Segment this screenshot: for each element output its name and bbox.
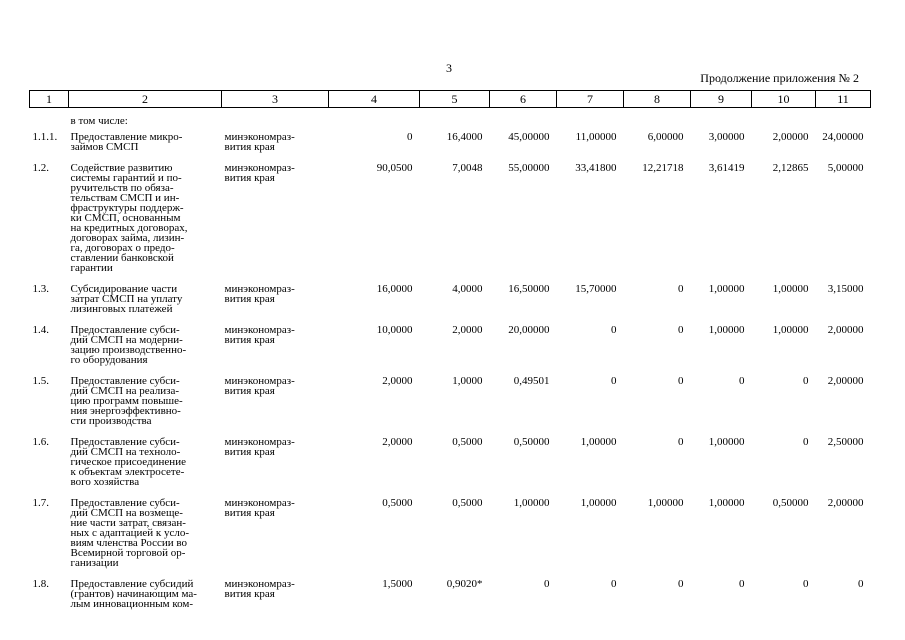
value-cell: 0 xyxy=(678,324,684,336)
continuation-label: Продолжение приложения № 2 xyxy=(700,71,859,85)
responsible-executor: минэкономраз- вития края xyxy=(224,131,295,153)
value-cell: 0 xyxy=(611,375,617,387)
column-number-row xyxy=(30,91,871,108)
value-cell: 0,50000 xyxy=(772,497,809,509)
value-cell: 1,00000 xyxy=(708,497,745,509)
value-cell: 2,00000 xyxy=(827,375,864,387)
column-number: 9 xyxy=(691,91,752,108)
responsible-executor: минэкономраз- вития края xyxy=(224,436,295,458)
value-cell: 20,00000 xyxy=(508,324,550,336)
value-cell: 1,00000 xyxy=(580,497,617,509)
value-cell: 0 xyxy=(678,436,684,448)
value-cell: 0 xyxy=(803,578,809,590)
measure-name: Предоставление субси- дий СМСП на модерни- зацию производственно- го оборудования xyxy=(70,324,187,366)
value-cell: 7,0048 xyxy=(452,162,483,174)
table-row xyxy=(30,437,871,498)
table-row xyxy=(30,325,871,376)
page-number: 3 xyxy=(446,61,452,75)
value-cell: 0 xyxy=(611,324,617,336)
value-cell: 0 xyxy=(678,578,684,590)
value-cell: 3,00000 xyxy=(708,131,745,143)
responsible-executor: минэкономраз- вития края xyxy=(224,497,295,519)
subheading: в том числе: xyxy=(70,115,128,127)
row-index: 1.2. xyxy=(32,162,49,174)
measure-name: Субсидирование части затрат СМСП на уплату лизинговых платежей xyxy=(70,283,183,315)
value-cell: 1,00000 xyxy=(772,324,809,336)
value-cell: 15,70000 xyxy=(575,283,617,295)
column-number: 7 xyxy=(557,91,624,108)
value-cell: 0 xyxy=(739,375,745,387)
value-cell: 0,9020* xyxy=(446,578,483,590)
responsible-executor: минэкономраз- вития края xyxy=(224,375,295,397)
value-cell: 5,00000 xyxy=(827,162,864,174)
measure-name: Предоставление субси- дий СМСП на возмеще- ние части затрат, связан- ных с адаптацией к усло- виям членства России во Всемирной торговой ор- ганизации xyxy=(70,497,190,569)
responsible-executor: минэкономраз- вития края xyxy=(224,578,295,600)
value-cell: 2,00000 xyxy=(772,131,809,143)
value-cell: 1,00000 xyxy=(647,497,684,509)
subheading-row xyxy=(30,116,871,132)
column-number: 2 xyxy=(69,91,222,108)
measure-name: Предоставление микро- займов СМСП xyxy=(70,131,183,153)
value-cell: 16,4000 xyxy=(446,131,483,143)
responsible-executor: минэкономраз- вития края xyxy=(224,162,295,184)
value-cell: 1,5000 xyxy=(382,578,413,590)
table-row xyxy=(30,132,871,163)
responsible-executor: минэкономраз- вития края xyxy=(224,283,295,305)
row-index: 1.8. xyxy=(32,578,49,590)
value-cell: 0 xyxy=(803,436,809,448)
value-cell: 0 xyxy=(611,578,617,590)
appendix-table xyxy=(29,90,871,620)
value-cell: 0,50000 xyxy=(513,436,550,448)
value-cell: 0,5000 xyxy=(452,436,483,448)
column-number: 1 xyxy=(30,91,69,108)
value-cell: 0 xyxy=(544,578,550,590)
value-cell: 2,12865 xyxy=(772,162,809,174)
value-cell: 0 xyxy=(407,131,413,143)
row-index: 1.3. xyxy=(32,283,49,295)
value-cell: 1,00000 xyxy=(708,283,745,295)
column-number: 3 xyxy=(222,91,329,108)
value-cell: 6,00000 xyxy=(647,131,684,143)
column-number: 10 xyxy=(752,91,816,108)
value-cell: 1,00000 xyxy=(513,497,550,509)
value-cell: 2,0000 xyxy=(382,375,413,387)
measure-name: Содействие развитию системы гарантий и по- ручительств по обяза- тельствам СМСП и ин- фраструктуры поддерж- ки СМСП, основанным на кредитных договорах, договорах займа, лизин- га, договорах о предо- ставлении банковской гарантии xyxy=(70,162,188,274)
table-body xyxy=(30,108,871,621)
table-row xyxy=(30,579,871,620)
value-cell: 0 xyxy=(858,578,864,590)
responsible-executor: минэкономраз- вития края xyxy=(224,324,295,346)
value-cell: 3,15000 xyxy=(827,283,864,295)
value-cell: 1,00000 xyxy=(708,436,745,448)
table-row xyxy=(30,163,871,284)
value-cell: 55,00000 xyxy=(508,162,550,174)
value-cell: 1,00000 xyxy=(580,436,617,448)
value-cell: 0,49501 xyxy=(513,375,550,387)
row-index: 1.4. xyxy=(32,324,49,336)
row-index: 1.6. xyxy=(32,436,49,448)
value-cell: 12,21718 xyxy=(642,162,684,174)
row-index: 1.7. xyxy=(32,497,49,509)
value-cell: 3,61419 xyxy=(708,162,745,174)
column-number: 8 xyxy=(624,91,691,108)
value-cell: 1,00000 xyxy=(708,324,745,336)
value-cell: 2,00000 xyxy=(827,324,864,336)
value-cell: 1,0000 xyxy=(452,375,483,387)
column-number: 11 xyxy=(816,91,871,108)
value-cell: 10,0000 xyxy=(376,324,413,336)
value-cell: 2,00000 xyxy=(827,497,864,509)
value-cell: 2,50000 xyxy=(827,436,864,448)
value-cell: 2,0000 xyxy=(382,436,413,448)
value-cell: 0,5000 xyxy=(452,497,483,509)
value-cell: 2,0000 xyxy=(452,324,483,336)
value-cell: 11,00000 xyxy=(575,131,617,143)
table-row xyxy=(30,376,871,437)
table-row xyxy=(30,498,871,579)
column-number: 4 xyxy=(329,91,420,108)
value-cell: 45,00000 xyxy=(508,131,550,143)
value-cell: 0 xyxy=(803,375,809,387)
column-number: 6 xyxy=(490,91,557,108)
value-cell: 90,0500 xyxy=(376,162,413,174)
table-row xyxy=(30,284,871,325)
row-index: 1.5. xyxy=(32,375,49,387)
value-cell: 24,00000 xyxy=(822,131,864,143)
value-cell: 16,0000 xyxy=(376,283,413,295)
value-cell: 1,00000 xyxy=(772,283,809,295)
value-cell: 16,50000 xyxy=(508,283,550,295)
measure-name: Предоставление субси- дий СМСП на техноло- гическое присоединение к объектам электросете- вого хозяйства xyxy=(70,436,186,488)
value-cell: 33,41800 xyxy=(575,162,617,174)
value-cell: 4,0000 xyxy=(452,283,483,295)
value-cell: 0 xyxy=(678,283,684,295)
value-cell: 0,5000 xyxy=(382,497,413,509)
column-number: 5 xyxy=(420,91,490,108)
value-cell: 0 xyxy=(739,578,745,590)
measure-name: Предоставление субсидий (грантов) начинающим ма- лым инновационным ком- xyxy=(70,578,197,610)
measure-name: Предоставление субси- дий СМСП на реализа- цию программ повыше- ния энергоэффективно- сти производства xyxy=(70,375,183,427)
value-cell: 0 xyxy=(678,375,684,387)
row-index: 1.1.1. xyxy=(32,131,58,143)
